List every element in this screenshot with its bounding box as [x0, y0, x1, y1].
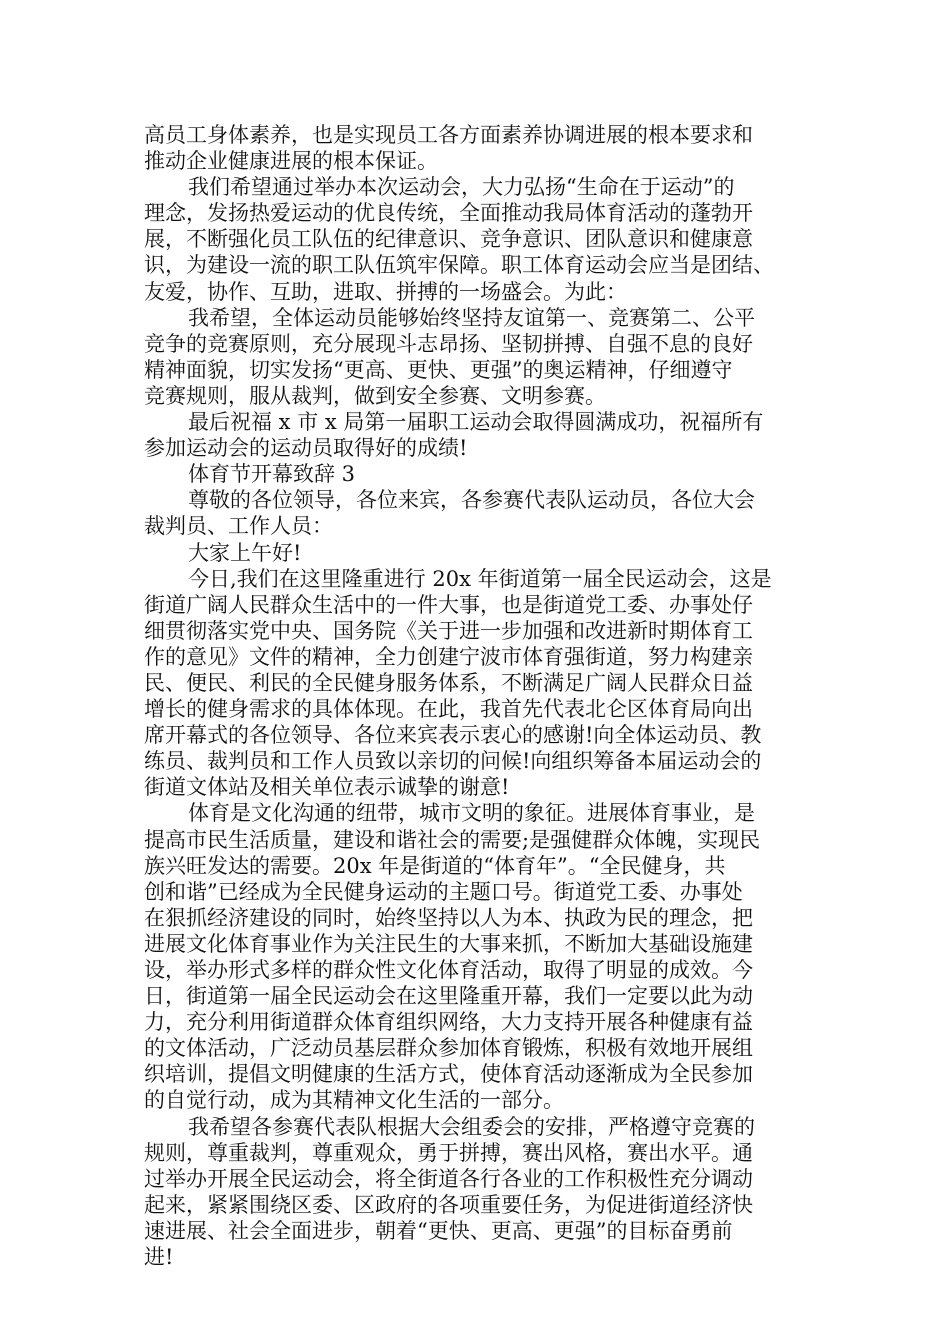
text-line: 起来，紧紧围绕区委、区政府的各项重要任务，为促进街道经济快 [144, 1192, 753, 1217]
text-line: 的自觉行动，成为其精神文化生活的一部分。 [144, 1088, 564, 1113]
text-line: 裁判员、工作人员： [144, 514, 333, 539]
text-line: 过举办开展全民运动会，将全街道各行各业的工作积极性充分调动 [144, 1166, 753, 1191]
text-line: 体育节开幕致辞 3 [188, 462, 356, 487]
text-line: 速进展、社会全面进步，朝着“更快、更高、更强”的目标奋勇前 [144, 1218, 733, 1243]
text-line: 体育是文化沟通的纽带，城市文明的象征。进展体育事业，是 [188, 801, 755, 826]
text-line: 竞争的竞赛原则，充分展现斗志昂扬、坚韧拼搏、自强不息的良好 [144, 331, 753, 356]
text-line: 尊敬的各位领导，各位来宾，各参赛代表队运动员，各位大会 [188, 488, 755, 513]
text-line: 精神面貌，切实发扬“更高、更快、更强”的奥运精神，仔细遵守 [144, 357, 733, 382]
paragraph [144, 174, 812, 304]
text-line: 我希望，全体运动员能够始终坚持友谊第一、竞赛第二、公平 [188, 305, 755, 330]
text-line: 作的意见》文件的精神，全力创建宁波市体育强街道，努力构建亲 [144, 644, 753, 669]
text-line: 织培训，提倡文明健康的生活方式，使体育活动逐渐成为全民参加 [144, 1062, 753, 1087]
paragraph [144, 461, 812, 487]
paragraph [144, 540, 812, 566]
text-line: 参加运动会的运动员取得好的成绩! [144, 436, 468, 461]
text-line: 我希望各参赛代表队根据大会组委会的安排，严格遵守竞赛的 [188, 1114, 755, 1139]
text-line: 日，街道第一届全民运动会在这里隆重开幕，我们一定要以此为动 [144, 984, 753, 1009]
paragraph [144, 122, 812, 174]
text-line: 在狠抓经济建设的同时，始终坚持以人为本、执政为民的理念，把 [144, 905, 753, 930]
text-line: 规则，尊重裁判，尊重观众，勇于拼搏，赛出风格，赛出水平。通 [144, 1140, 753, 1165]
paragraph [144, 487, 812, 539]
text-line: 席开幕式的各位领导、各位来宾表示衷心的感谢!向全体运动员、教 [144, 723, 762, 748]
text-line: 进展文化体育事业作为关注民生的大事来抓，不断加大基础设施建 [144, 931, 753, 956]
text-line: 创和谐”已经成为全民健身运动的主题口号。街道党工委、办事处 [144, 879, 743, 904]
text-line: 民、便民、利民的全民健身服务体系，不断满足广阔人民群众日益 [144, 670, 753, 695]
paragraph [144, 1114, 812, 1271]
text-line: 族兴旺发达的需要。20x 年是街道的“体育年”。“全民健身，共 [144, 853, 726, 878]
text-line: 理念，发扬热爱运动的优良传统，全面推动我局体育活动的蓬勃开 [144, 201, 753, 226]
text-line: 今日,我们在这里隆重进行 20x 年街道第一届全民运动会，这是 [188, 566, 772, 591]
text-line: 练员、裁判员和工作人员致以亲切的问候!向组织筹备本届运动会的 [144, 749, 762, 774]
text-line: 推动企业健康进展的根本保证。 [144, 149, 438, 174]
paragraph [144, 305, 812, 409]
paragraph [144, 566, 812, 801]
text-line: 街道文体站及相关单位表示诚挚的谢意! [144, 775, 510, 800]
text-line: 展，不断强化员工队伍的纪律意识、竞争意识、团队意识和健康意 [144, 227, 753, 252]
text-line: 力，充分利用街道群众体育组织网络，大力支持开展各种健康有益 [144, 1010, 753, 1035]
text-line: 最后祝福 x 市 x 局第一届职工运动会取得圆满成功，祝福所有 [188, 410, 764, 435]
paragraph [144, 409, 812, 461]
text-line: 识，为建设一流的职工队伍筑牢保障。职工体育运动会应当是团结、 [144, 253, 774, 278]
text-line: 高员工身体素养，也是实现员工各方面素养协调进展的根本要求和 [144, 123, 753, 147]
text-line: 街道广阔人民群众生活中的一件大事，也是街道党工委、办事处仔 [144, 592, 753, 617]
text-line: 进! [144, 1245, 174, 1270]
text-line: 提高市民生活质量，建设和谐社会的需要;是强健群众体魄，实现民 [144, 827, 761, 852]
text-line: 竞赛规则，服从裁判，做到安全参赛、文明参赛。 [144, 383, 606, 408]
text-line: 我们希望通过举办本次运动会，大力弘扬“生命在于运动”的 [188, 175, 735, 200]
text-line: 细贯彻落实党中央、国务院《关于进一步加强和改进新时期体育工 [144, 618, 753, 643]
document-body [144, 122, 812, 1270]
text-line: 的文体活动，广泛动员基层群众参加体育锻炼，积极有效地开展组 [144, 1036, 753, 1061]
paragraph [144, 800, 812, 1113]
text-line: 友爱，协作、互助，进取、拼搏的一场盛会。为此： [144, 279, 627, 304]
text-line: 设，举办形式多样的群众性文化体育活动，取得了明显的成效。今 [144, 958, 753, 982]
text-line: 增长的健身需求的具体体现。在此，我首先代表北仑区体育局向出 [144, 697, 753, 722]
text-line: 大家上午好! [188, 540, 302, 565]
